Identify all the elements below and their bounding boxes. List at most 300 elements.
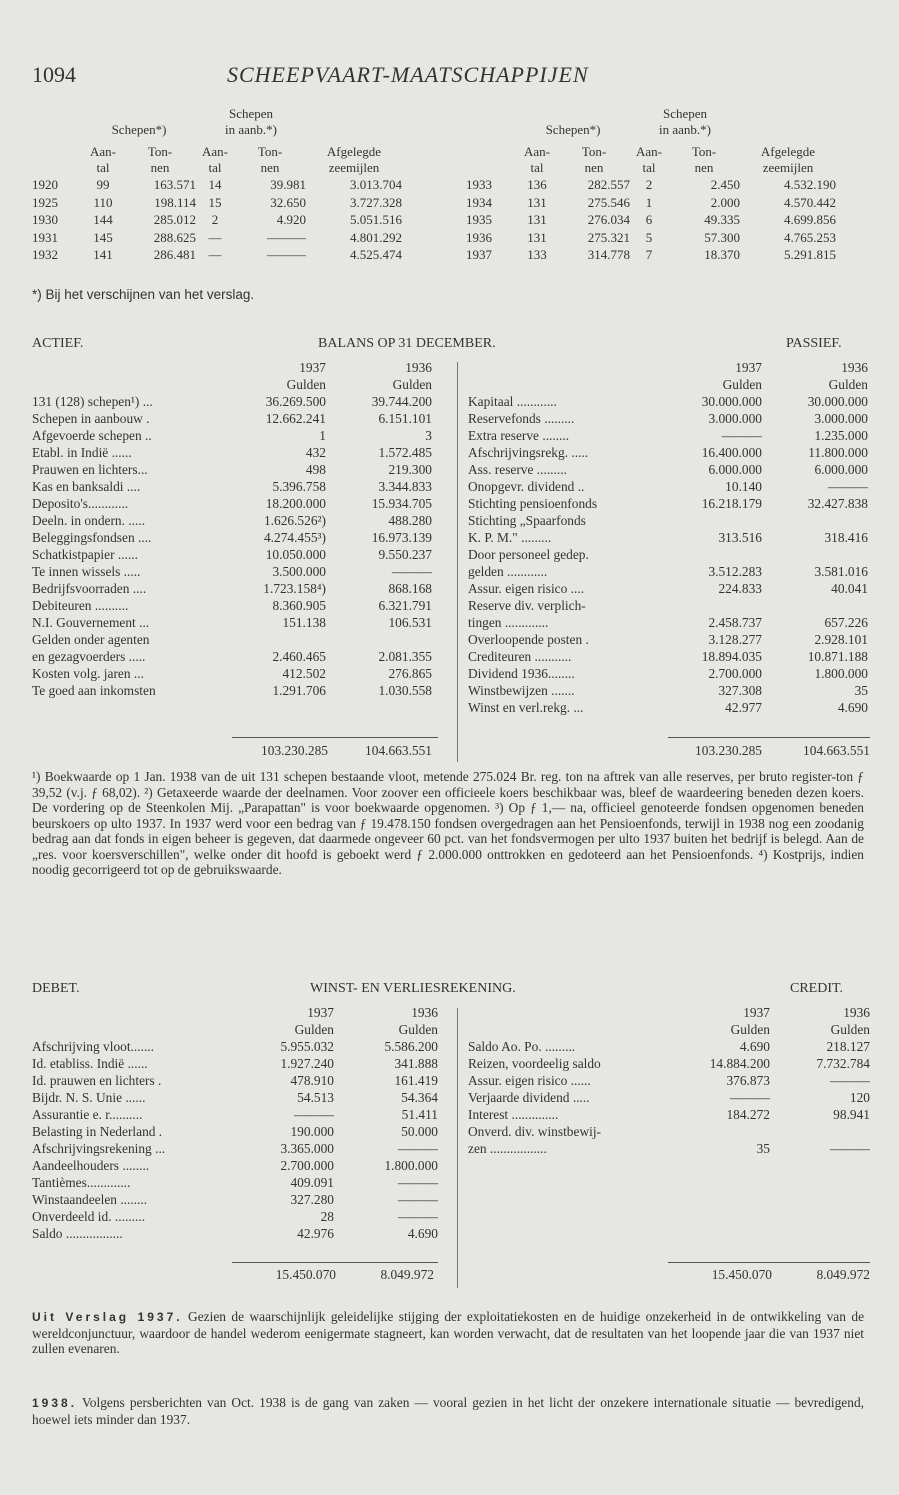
row-value: 161.419	[394, 1073, 438, 1088]
row-value: 3.581.016	[814, 564, 868, 579]
row-value: ———	[397, 1141, 438, 1156]
unit-head: Gulden	[294, 1022, 334, 1037]
table-row	[32, 529, 432, 546]
pl-right-label: CREDIT.	[790, 981, 844, 996]
row-value	[762, 597, 868, 614]
row-label: Beleggingsfondsen ....	[32, 530, 152, 545]
row-value: 4.765.253	[784, 229, 836, 245]
balance-left-label: ACTIEF.	[32, 336, 84, 351]
row-value: 131	[527, 212, 547, 227]
table-row	[32, 1038, 438, 1055]
table-row	[32, 1208, 438, 1225]
row-value: 657.226	[824, 615, 868, 630]
pl-left-label: DEBET.	[32, 981, 80, 996]
row-label: Bedrijfsvoorraden ....	[32, 581, 147, 596]
unit-head: Gulden	[392, 377, 432, 392]
row-value: 2	[645, 177, 653, 192]
row-label: Kas en banksaldi ....	[32, 479, 141, 494]
row-value: 868.168	[388, 581, 432, 596]
table-row	[32, 410, 432, 427]
credit-total-1937: 15.450.070	[711, 1267, 772, 1282]
row-label: Afschrijvingsrekg. .....	[468, 445, 589, 460]
row-label: Interest ..............	[468, 1107, 559, 1122]
row-value: 288.625	[153, 229, 196, 245]
table-row	[468, 393, 868, 410]
row-value: ———	[397, 1192, 438, 1207]
unit-head: Gulden	[730, 1022, 770, 1037]
row-value: 282.557	[587, 177, 630, 192]
row-value: 136	[527, 177, 547, 192]
row-value: 3.013.704	[350, 177, 402, 192]
row-value: 4.801.292	[350, 229, 402, 245]
row-value: 412.502	[282, 666, 326, 681]
row-value: 10.871.188	[807, 649, 868, 664]
table-row	[32, 427, 432, 444]
stats-footnote: *) Bij het verschijnen van het verslag.	[32, 287, 255, 302]
row-label: Aandeelhouders ........	[32, 1158, 150, 1173]
row-value: 151.138	[282, 615, 326, 630]
liabilities-total-rule	[668, 737, 870, 738]
row-value: 98.941	[833, 1107, 870, 1122]
row-value: 16.973.139	[371, 530, 432, 545]
row-value: 39.981	[270, 177, 306, 192]
row-value: 99	[96, 177, 110, 192]
row-value: —	[208, 247, 222, 262]
row-label: Overloopende posten .	[468, 632, 589, 647]
row-value: 1.800.000	[384, 1158, 438, 1173]
col-head: Afgelegde	[760, 144, 816, 159]
fleet-stats-left	[32, 106, 402, 264]
table-row	[468, 1038, 870, 1055]
table-row	[32, 478, 432, 495]
table-row	[466, 194, 836, 212]
row-value: 275.321	[587, 229, 630, 245]
col-head: Ton-	[257, 144, 283, 159]
row-value: 141	[93, 247, 113, 262]
table-row	[468, 580, 868, 597]
col-head: tal	[642, 160, 656, 175]
row-value: 28	[320, 1209, 334, 1224]
table-row	[32, 444, 432, 461]
row-value: ———	[293, 1107, 334, 1122]
row-label: Ass. reserve .........	[468, 462, 567, 477]
table-row	[468, 461, 868, 478]
col-head: zeemijlen	[328, 160, 380, 175]
table-row	[468, 529, 868, 546]
row-value: 9.550.237	[378, 547, 432, 562]
report-1938-lead: 1938.	[32, 1396, 78, 1410]
col-head: tal	[208, 160, 222, 175]
row-value: 276.865	[388, 666, 432, 681]
row-value	[762, 546, 868, 563]
table-row	[468, 478, 868, 495]
table-row	[32, 1106, 438, 1123]
row-label: Debiteuren ..........	[32, 598, 129, 613]
row-label: Assurantie e. r..........	[32, 1107, 143, 1122]
col-head: tal	[530, 160, 544, 175]
row-value: ———	[721, 428, 762, 443]
liabilities-total-1936: 104.663.551	[803, 743, 870, 758]
schepen-head: Schepen*)	[545, 122, 601, 137]
row-value: 6.000.000	[814, 462, 868, 477]
row-value: 3.512.283	[708, 564, 762, 579]
row-value: 5.955.032	[280, 1039, 334, 1054]
balance-right-label: PASSIEF.	[786, 336, 842, 351]
row-value	[668, 1123, 770, 1140]
pl-divider	[457, 1008, 458, 1288]
row-value: ———	[729, 1090, 770, 1105]
row-label: en gezagvoerders .....	[32, 649, 146, 664]
assets-total-1936: 104.663.551	[365, 743, 432, 758]
row-value: ———	[391, 564, 432, 579]
row-value: 18.894.035	[701, 649, 762, 664]
row-value: 32.427.838	[807, 496, 868, 511]
debit-total-rule	[232, 1262, 438, 1263]
page-number: 1094	[32, 62, 76, 87]
table-row	[466, 229, 836, 247]
row-label: Onopgevr. dividend ..	[468, 479, 585, 494]
table-row	[32, 1055, 438, 1072]
unit-head: Gulden	[830, 1022, 870, 1037]
table-row	[32, 665, 432, 682]
year-head: 1937	[743, 1005, 770, 1020]
col-head: Ton-	[691, 144, 717, 159]
row-value: 32.650	[270, 194, 306, 210]
row-value: 2.458.737	[708, 615, 762, 630]
row-value: 488.280	[388, 513, 432, 528]
table-row	[32, 1191, 438, 1208]
table-row	[32, 1225, 438, 1242]
row-value: 327.280	[290, 1192, 334, 1207]
row-label: Saldo Ao. Po. .........	[468, 1039, 576, 1054]
row-label: Extra reserve ........	[468, 428, 570, 443]
row-value	[326, 631, 432, 648]
report-1937-text: Gezien de waarschijnlijk geleidelijke stijging der exploitatiekosten en de huidige onzekerheid in de ontwikkeling van de wereldconjunctuur, waardoor de handel wederom eenigermate stagneert, kan worden verwacht, dat de resultaten van het loopende jaar die van 1937 niet zullen evenaren.	[32, 1309, 865, 1356]
row-value: 3.365.000	[280, 1141, 334, 1156]
row-value: 4.690	[739, 1039, 770, 1054]
row-value: 163.571	[153, 177, 196, 192]
row-value: 57.300	[704, 229, 740, 245]
assets-total-rule	[232, 737, 438, 738]
row-value: 16.400.000	[701, 445, 762, 460]
row-value: 144	[93, 212, 113, 227]
year-head: 1936	[841, 360, 868, 375]
row-label: Verjaarde dividend .....	[468, 1090, 590, 1105]
row-label: Afgevoerde schepen ..	[32, 428, 152, 443]
balance-divider	[457, 362, 458, 762]
row-value: 40.041	[831, 581, 868, 596]
table-row	[468, 495, 868, 512]
table-row	[468, 410, 868, 427]
row-value: 5.291.815	[784, 247, 836, 262]
table-row	[468, 614, 868, 631]
row-value: ———	[827, 479, 868, 494]
row-value: 42.977	[725, 700, 762, 715]
col-head: Ton-	[581, 144, 607, 159]
row-value: 5	[645, 229, 653, 245]
credit-table	[468, 1004, 870, 1157]
row-value: 314.778	[587, 247, 630, 262]
row-value: 219.300	[388, 462, 432, 477]
row-value: 8.360.905	[272, 598, 326, 613]
row-value: 2.460.465	[272, 649, 326, 664]
table-row	[32, 246, 402, 264]
row-value: ———	[829, 1141, 870, 1156]
row-value: 4.920	[276, 212, 306, 227]
row-value: 106.531	[388, 615, 432, 630]
debit-table	[32, 1004, 438, 1242]
row-value: 120	[849, 1090, 870, 1105]
table-row	[466, 246, 836, 264]
row-value: ———	[397, 1175, 438, 1190]
row-value: 6.000.000	[708, 462, 762, 477]
row-value: 409.091	[290, 1175, 334, 1190]
row-label: zen .................	[468, 1141, 547, 1156]
row-value: 3.128.277	[708, 632, 762, 647]
row-value: 1.030.558	[378, 683, 432, 698]
table-row	[468, 597, 868, 614]
unit-head: Gulden	[286, 377, 326, 392]
row-value	[228, 631, 326, 648]
table-row	[468, 563, 868, 580]
row-value: 4.570.442	[784, 194, 836, 210]
row-value: 4.525.474	[350, 247, 402, 262]
table-row	[32, 580, 432, 597]
table-row	[32, 1157, 438, 1174]
row-label: Schepen in aanbouw .	[32, 411, 150, 426]
fleet-stats-right	[466, 106, 836, 264]
row-value: 18.200.000	[265, 496, 326, 511]
table-row	[32, 546, 432, 563]
table-row	[32, 648, 432, 665]
table-row	[32, 563, 432, 580]
row-value: 35	[854, 683, 868, 698]
table-row	[468, 665, 868, 682]
row-value	[654, 512, 762, 529]
row-value: 2.700.000	[280, 1158, 334, 1173]
row-value: 286.481	[153, 247, 196, 262]
table-row	[468, 682, 868, 699]
table-row	[468, 699, 868, 716]
row-label: tingen .............	[468, 615, 549, 630]
table-row	[32, 194, 402, 212]
row-value: 6.151.101	[378, 411, 432, 426]
row-label: Reservefonds .........	[468, 411, 575, 426]
row-label: Reizen, voordeelig saldo	[468, 1056, 601, 1071]
table-row	[468, 444, 868, 461]
row-value: 42.976	[297, 1226, 334, 1241]
running-title: SCHEEPVAART-MAATSCHAPPIJEN	[227, 62, 589, 87]
debit-total-1937: 15.450.070	[275, 1267, 336, 1282]
row-label: Afschrijving vloot.......	[32, 1039, 154, 1054]
row-value: 498	[305, 462, 326, 477]
row-value: 3.000.000	[814, 411, 868, 426]
row-value: 14.884.200	[709, 1056, 770, 1071]
schepen-aanb-head-2: in aanb.*)	[659, 122, 711, 137]
table-row	[32, 176, 402, 194]
row-label: 1925	[32, 194, 58, 210]
row-label: 1933	[466, 177, 492, 192]
table-row	[32, 1174, 438, 1191]
table-row	[32, 631, 432, 648]
unit-head: Gulden	[722, 377, 762, 392]
row-label: Assur. eigen risico ....	[468, 581, 585, 596]
report-1938	[32, 1395, 864, 1427]
row-value: 2.450	[710, 177, 740, 192]
row-value: 313.516	[718, 530, 762, 545]
row-label: 1934	[466, 194, 492, 210]
row-value: 4.699.856	[784, 212, 836, 227]
row-value: 10.050.000	[265, 547, 326, 562]
row-label: 1931	[32, 229, 58, 245]
row-value: 1	[645, 194, 653, 210]
col-head: zeemijlen	[762, 160, 814, 175]
unit-head: Gulden	[398, 1022, 438, 1037]
row-label: Stichting „Spaarfonds	[468, 513, 586, 528]
row-label: Afschrijvingsrekening ...	[32, 1141, 166, 1156]
row-value: 3.000.000	[708, 411, 762, 426]
year-head: 1936	[411, 1005, 438, 1020]
table-row	[32, 682, 432, 699]
row-label: Deeln. in ondern. .....	[32, 513, 146, 528]
row-label: Belasting in Nederland .	[32, 1124, 163, 1139]
row-label: Schatkistpapier ......	[32, 547, 138, 562]
row-value: 15	[208, 194, 222, 210]
row-value: 2.700.000	[708, 666, 762, 681]
row-value: 276.034	[587, 212, 630, 227]
col-head: nen	[694, 160, 714, 175]
table-row	[32, 1072, 438, 1089]
schepen-aanb-head: Schepen	[228, 106, 274, 121]
row-label: Prauwen en lichters...	[32, 462, 148, 477]
table-row	[468, 1055, 870, 1072]
row-value: 6	[645, 212, 653, 227]
row-label: Winstbewijzen .......	[468, 683, 575, 698]
row-value: 3.727.328	[350, 194, 402, 210]
row-value: 1	[319, 428, 326, 443]
row-label: gelden ............	[468, 564, 548, 579]
unit-head: Gulden	[828, 377, 868, 392]
row-value: 1.572.485	[378, 445, 432, 460]
row-value: 54.364	[401, 1090, 438, 1105]
row-value: ———	[267, 229, 306, 245]
row-label: Assur. eigen risico ......	[468, 1073, 591, 1088]
row-value: 5.396.758	[272, 479, 326, 494]
row-value: 145	[93, 229, 113, 245]
row-value: 275.546	[587, 194, 630, 210]
row-value: 14	[208, 177, 222, 192]
debit-total-1936: 8.049.972	[380, 1267, 434, 1282]
row-value: 318.416	[824, 530, 868, 545]
row-value: 376.873	[726, 1073, 770, 1088]
row-value: 30.000.000	[701, 394, 762, 409]
assets-total-1937: 103.230.285	[261, 743, 328, 758]
row-value: 54.513	[297, 1090, 334, 1105]
row-label: Deposito's............	[32, 496, 129, 511]
col-head: Afgelegde	[326, 144, 382, 159]
row-value: 4.274.455³)	[263, 530, 326, 545]
liabilities-total-1937: 103.230.285	[695, 743, 762, 758]
row-value: 1.626.526²)	[263, 513, 326, 528]
row-value: 190.000	[290, 1124, 334, 1139]
row-label: Crediteuren ...........	[468, 649, 572, 664]
year-head: 1937	[299, 360, 326, 375]
row-value: 2	[211, 212, 219, 227]
row-label: Bijdr. N. S. Unie ......	[32, 1090, 146, 1105]
row-label: Dividend 1936........	[468, 666, 575, 681]
row-value: 184.272	[726, 1107, 770, 1122]
col-head: Aan-	[202, 144, 228, 159]
pl-title: WINST- EN VERLIESREKENING.	[310, 981, 516, 996]
row-label: 1937	[466, 247, 492, 262]
report-1937-lead: Uit Verslag 1937.	[32, 1310, 183, 1324]
row-value: 3.500.000	[272, 564, 326, 579]
row-value: 224.833	[718, 581, 762, 596]
table-row	[468, 512, 868, 529]
row-value: 1.291.706	[272, 683, 326, 698]
table-row	[468, 1106, 870, 1123]
table-row	[468, 1123, 870, 1140]
table-row	[32, 1089, 438, 1106]
row-label: Kapitaal ............	[468, 394, 557, 409]
row-value	[762, 512, 868, 529]
row-label: Saldo .................	[32, 1226, 123, 1241]
col-head: Ton-	[147, 144, 173, 159]
row-label: Kosten volg. jaren ...	[32, 666, 144, 681]
row-value: 110	[93, 194, 113, 210]
table-row	[466, 211, 836, 229]
row-value: 2.928.101	[814, 632, 868, 647]
row-label: 1936	[466, 229, 492, 245]
col-head: nen	[150, 160, 170, 175]
row-label: Etabl. in Indië ......	[32, 445, 132, 460]
row-value: 131	[527, 229, 547, 245]
row-value	[770, 1123, 870, 1140]
row-value: ———	[267, 247, 306, 262]
col-head: nen	[260, 160, 280, 175]
row-label: 1932	[32, 247, 58, 262]
year-head: 1936	[405, 360, 432, 375]
report-1937	[32, 1309, 864, 1357]
row-value: 218.127	[826, 1039, 870, 1054]
col-head: nen	[584, 160, 604, 175]
table-row	[32, 614, 432, 631]
row-value: 1.235.000	[814, 428, 868, 443]
row-value: 5.586.200	[384, 1039, 438, 1054]
row-value: ———	[397, 1209, 438, 1224]
table-row	[468, 631, 868, 648]
table-row	[468, 1089, 870, 1106]
row-value	[654, 597, 762, 614]
table-row	[32, 1123, 438, 1140]
schepen-aanb-head-2: in aanb.*)	[225, 122, 277, 137]
row-label: Onverd. div. winstbewij-	[468, 1124, 602, 1139]
row-value: 4.690	[407, 1226, 438, 1241]
table-row	[32, 211, 402, 229]
row-value: 18.370	[704, 247, 740, 262]
row-value: 3.344.833	[378, 479, 432, 494]
row-value: 6.321.791	[378, 598, 432, 613]
row-label: Te innen wissels .....	[32, 564, 141, 579]
col-head: Aan-	[636, 144, 662, 159]
row-value: 2.081.355	[378, 649, 432, 664]
row-value: 7	[645, 247, 653, 262]
table-row	[32, 393, 432, 410]
row-value: 51.411	[401, 1107, 438, 1122]
row-value: 7.732.784	[816, 1056, 870, 1071]
row-label: Reserve div. verplich-	[468, 598, 586, 613]
report-1938-text: Volgens persberichten van Oct. 1938 is de gang van zaken — vooral gezien in het licht der onzekere internationale situatie — bevredigend, hoewel iets minder dan 1937.	[32, 1395, 864, 1427]
